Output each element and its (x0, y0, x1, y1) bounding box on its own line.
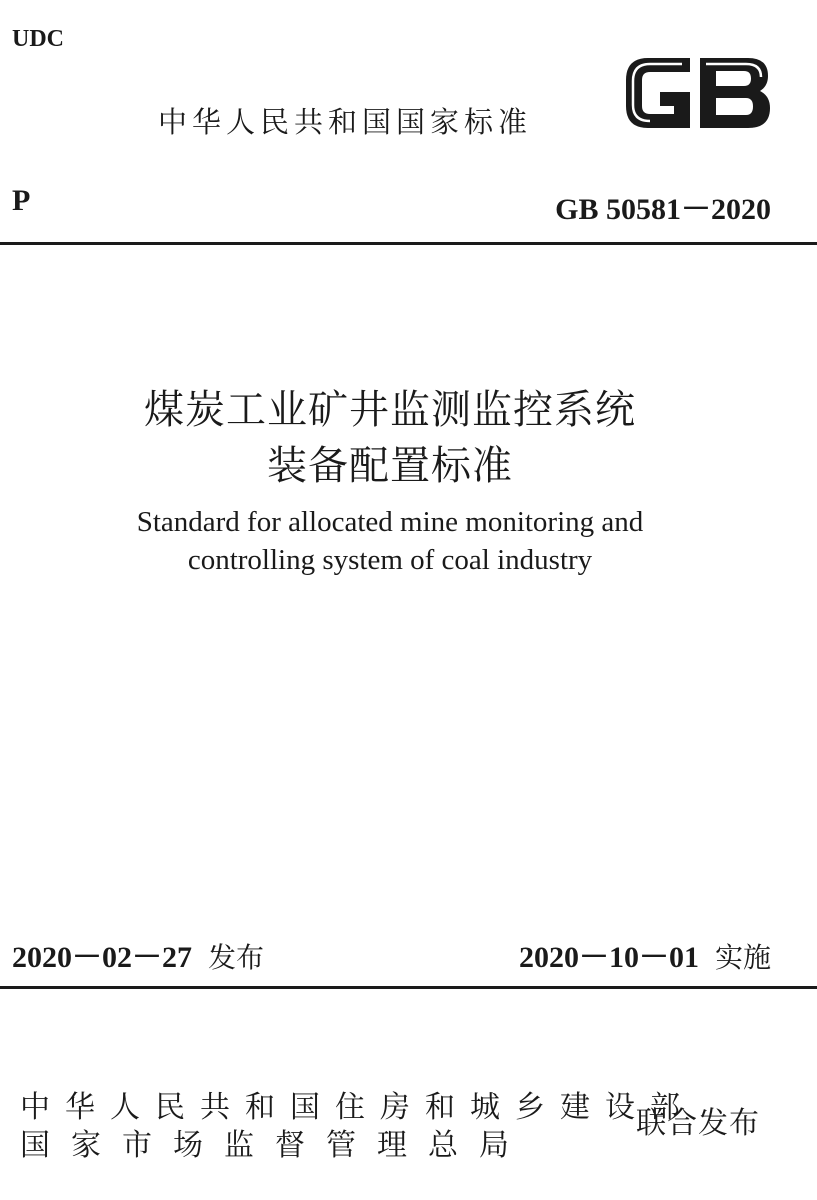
issue-date-block (12, 932, 264, 976)
national-standard-heading: 中华人民共和国国家标准 (158, 105, 533, 139)
issuer-administration: 国家市场监督管理总局 (20, 1128, 530, 1163)
implementation-date: 2020－10－01 (518, 941, 699, 974)
chinese-title-line-2: 装备配置标准 (267, 443, 513, 488)
issue-date: 2020－02－27 (12, 941, 192, 974)
issue-label: 发布 (208, 941, 265, 974)
issuer-ministry: 中华人民共和国住房和城乡建设部 (20, 1090, 695, 1125)
gb-logo (620, 52, 776, 134)
bottom-divider (0, 986, 817, 989)
top-divider (0, 242, 817, 245)
implementation-date-block (519, 932, 771, 976)
english-title-line-1: Standard for allocated mine monitoring and (136, 506, 644, 538)
english-title-line-2: controlling system of coal industry (187, 544, 593, 576)
chinese-title-line-1: 煤炭工业矿井监测监控系统 (144, 387, 636, 432)
classification-code: P (12, 184, 31, 217)
standard-number: GB 50581－2020 (555, 193, 771, 226)
implementation-label: 实施 (714, 941, 771, 974)
joint-release-label: 联合发布 (636, 1106, 760, 1141)
udc-label: UDC (12, 26, 64, 52)
